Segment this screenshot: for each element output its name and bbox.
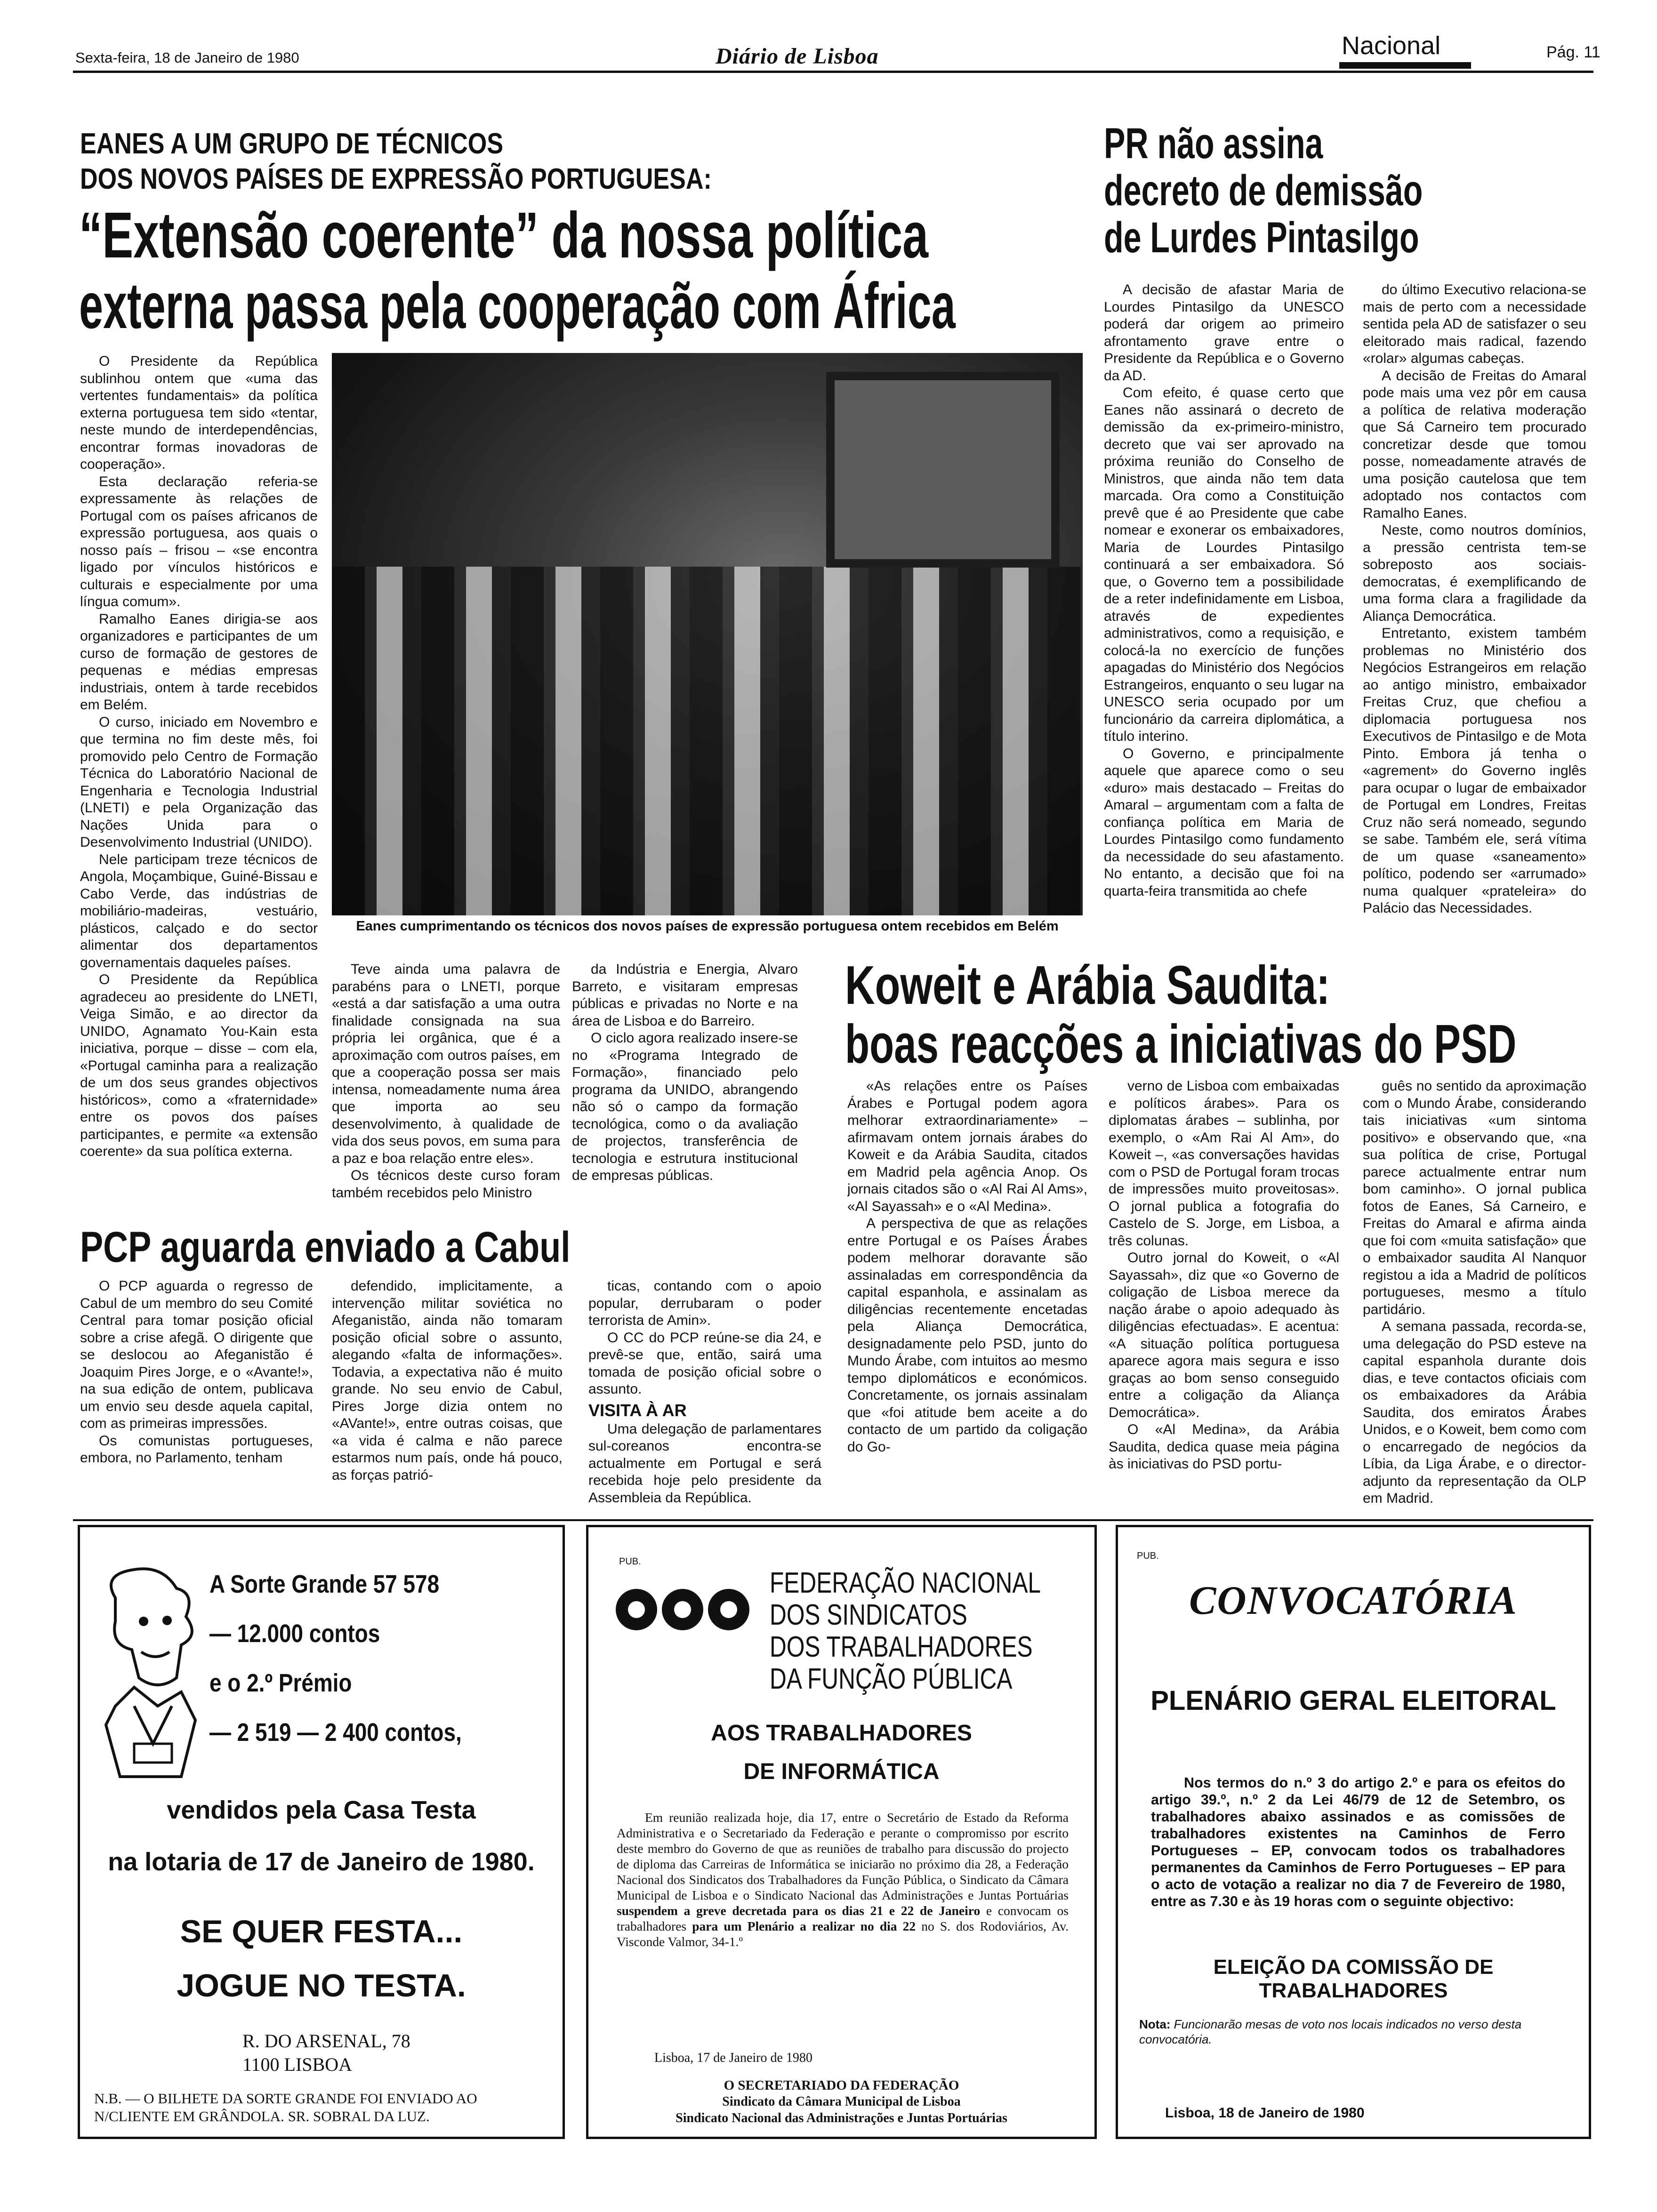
union-logo-icon (612, 1583, 753, 1637)
pr-headline-1: PR não assina (1104, 120, 1323, 168)
pcp-column-1 (80, 1278, 313, 1511)
eanes-photo (332, 353, 1083, 915)
ads-separator (73, 1519, 1593, 1521)
pcp-subhead: VISITA À AR (588, 1400, 687, 1420)
page-number: Pág. 11 (1546, 43, 1601, 61)
sorte-address-1: R. DO ARSENAL, 78 (242, 2030, 410, 2052)
eanes-photo-caption: Eanes cumprimentando os técnicos dos novos países de expressão portuguesa ontem recebidos em Belém (356, 919, 1059, 934)
paragraph: Uma delegação de parlamentares sul-coreanos encontra-se actualmente em Portugal e será recebida hoje pelo presidente da Assembleia da República. (588, 1421, 821, 1506)
koweit-headline-1: Koweit e Arábia Saudita: (845, 954, 1330, 1016)
paragraph: Outro jornal do Koweit, o «Al Sayassah», diz que «o Governo de coligação de Lisboa merece da nação árabe o apoio adequado às diligências efectuadas». E acentua: «A situação política portuguesa aparece agora mais segura e isso graças ao bom senso conseguido entre a coligação da Aliança Democrática». (1109, 1250, 1339, 1420)
pcp-headline: PCP aguarda enviado a Cabul (80, 1223, 571, 1271)
eanes-kicker-1: EANES A UM GRUPO DE TÉCNICOS (80, 128, 503, 160)
fed-body-text: e convocam os trabalhadores (617, 1903, 1069, 1933)
paragraph: O «Al Medina», da Arábia Saudita, dedica quase meia página às iniciativas do PSD portu- (1109, 1422, 1339, 1472)
sorte-line-6: na lotaria de 17 de Janeiro de 1980. (108, 1848, 535, 1876)
paragraph: ticas, contando com o apoio popular, derrubaram o poder terrorista de Amin». (588, 1278, 821, 1328)
paragraph: do último Executivo relaciona-se mais de perto com a necessidade sentida pela AD de satisfazer o seu eleitorado mais radical, fazendo «rolar» algumas cabeças. (1363, 282, 1586, 366)
conv-note (1139, 2017, 1572, 2047)
eanes-column-2 (332, 961, 560, 1225)
eanes-headline-2: externa passa pela cooperação com África (79, 270, 956, 342)
fed-body-text: Em reunião realizada hoje, dia 17, entre o Secretário de Estado da Reforma Administrativa e o Secretariado da Federação e perante o compromisso por escrito deste membro do Governo de que as reuniões de trabalho para discussão do projecto de diploma das Carreiras de Informática se iniciarão no próximo dia 28, a Federação Nacional dos Sindicatos dos Trabalhadores da Função Pública, o Sindicato da Câmara Municipal de Lisboa e o Sindicato Nacional das Administrações e Juntas Portuárias (617, 1810, 1069, 1902)
fed-sub-1: AOS TRABALHADORES (711, 1721, 972, 1746)
fed-title-3: DOS TRABALHADORES (770, 1631, 1033, 1663)
paragraph: O Presidente da República sublinhou ontem que «uma das vertentes fundamentais» da política externa portuguesa tem sido «tentar, neste mundo de interdependências, encontrar formas inovadoras de cooperação». (80, 353, 318, 472)
cartoon-vendor-illustration (87, 1565, 209, 1781)
eanes-kicker-2: DOS NOVOS PAÍSES DE EXPRESSÃO PORTUGUESA: (80, 163, 712, 195)
ad-sorte-grande (78, 1525, 565, 2139)
paragraph: verno de Lisboa com embaixadas e políticos árabes». Para os diplomatas árabes – sublinha, por exemplo, o «Am Rai Al Am», do Koweit –, «as conversações havidas com o PSD de Portugal foram trocas de impressões muito proveitosas». O jornal publica a fotografia do Castelo de S. Jorge, em Lisboa, a três colunas. (1109, 1078, 1339, 1249)
sorte-address-2: 1100 LISBOA (242, 2054, 352, 2075)
sorte-line-4: — 2 519 — 2 400 contos, (209, 1718, 462, 1747)
header-rule (73, 71, 1593, 73)
ad-convocatoria (1116, 1525, 1591, 2139)
ad-federacao (586, 1525, 1097, 2139)
photo-window (826, 372, 1060, 568)
paragraph: guês no sentido da aproximação com o Mundo Árabe, considerando tais iniciativas «um sintoma positivo» e observando que, «na sua política de crise, Portugal parece actualmente entrar num bom caminho». O jornal publica fotos de Eanes, Sá Carneiro, e Freitas do Amaral e afirma ainda que foi com «muita satisfação» que o embaixador saudita Al Nanquor registou a ida a Madrid de políticos portugueses, mesmo a título partidário. (1363, 1078, 1586, 1317)
paragraph: O CC do PCP reúne-se dia 24, e prevê-se que, então, sairá uma tomada de posição oficial sobre o assunto. (588, 1330, 821, 1397)
conv-subtitle: PLENÁRIO GERAL ELEITORAL (1150, 1685, 1556, 1716)
paragraph: Entretanto, existem também problemas no Ministério dos Negócios Estrangeiros em relação ao antigo ministro, embaixador Freitas Cruz, que chefiou a diplomacia portuguesa nos Executivos de Pintasilgo e de Mota Pinto. Embora já tenha o «agrement» do Governo inglês para ocupar o lugar de embaixador de Portugal em Londres, Freitas Cruz não será nomeado, segundo se sabe. Também ele, será vítima de um quase «saneamento» político, podendo ser «arrumado» numa qualquer «prateleira» do Palácio das Necessidades. (1363, 625, 1586, 916)
page-date: Sexta-feira, 18 de Janeiro de 1980 (75, 49, 299, 66)
paragraph: Teve ainda uma palavra de parabéns para o LNETI, porque «está a dar satisfação a uma outra finalidade consignada na sua própria lei orgânica, que é a aproximação com outros países, em que a cooperação possa ser mais intensa, nomeadamente numa área que importa ao seu desenvolvimento, à qualidade de vida dos seus povos, em suma para a paz e boa relação entre eles». (332, 962, 560, 1166)
paragraph: «As relações entre os Países Árabes e Portugal podem agora melhorar extraordinariamente» – afirmavam ontem jornais árabes do Koweit e da Arábia Saudita, citados em Madrid pela agência Anop. Os jornais citados são o «Al Rai Al Ams», «Al Sayassah» e o «Al Medina». (847, 1078, 1087, 1214)
conv-objective: ELEIÇÃO DA COMISSÃO DE TRABALHADORES (1213, 1956, 1494, 2002)
conv-note-label: Nota: (1139, 2017, 1171, 2031)
koweit-column-1 (847, 1078, 1087, 1508)
paragraph: O Presidente da República agradeceu ao presidente do LNETI, Veiga Simão, e ao director da UNIDO, Agnamato You-Kain esta iniciativa, porque – disse – com ela, «Portugal caminha para a realização de um dos seus grandes objectivos históricos», como a «fraternidade» entre os povos dos países participantes, e permite «a extensão coerente» da sua política externa. (80, 972, 318, 1159)
sorte-line-2: — 12.000 contos (209, 1619, 380, 1648)
paragraph: Esta declaração referia-se expressamente às relações de Portugal com os países africanos de expressão portuguesa, aos quais o nosso país – frisou – «se encontra ligado por vínculos históricos e culturais e especialmente por uma língua comum». (80, 473, 318, 609)
eanes-headline-1: “Extensão coerente” da nossa política (79, 199, 929, 272)
fed-title-1: FEDERAÇÃO NACIONAL (770, 1567, 1041, 1599)
photo-figures (332, 567, 1083, 915)
fed-body-bold: para um Plenário a realizar no dia 22 (692, 1919, 916, 1933)
section-name: Nacional (1342, 32, 1441, 60)
paragraph: A semana passada, recorda-se, uma delegação do PSD esteve na capital espanhola durante dois dias, e teve contactos oficiais com os embaixadores da Arábia Saudita, dos emiratos Árabes Unidos, e o Koweit, bem como com o encarregado de negócios da Líbia, da Liga Árabe, e o director-adjunto da representação da OLP em Madrid. (1363, 1319, 1586, 1506)
paragraph: Neste, como noutros domínios, a pressão centrista tem-se sobreposto aos sociais-democratas, é exemplificando de uma forma clara a fragilidade da Aliança Democrática. (1363, 522, 1586, 624)
conv-title: CONVOCATÓRIA (1189, 1578, 1518, 1623)
paragraph: A perspectiva de que as relações entre Portugal e os Países Árabes podem melhorar doravante são assinaladas em correspondência da capital espanhola, e assinalam as diligências recentemente encetadas pela Aliança Democrática, designadamente pelo PSD, junto do Mundo Árabe, com intuitos ao mesmo tempo diplomáticos e económicos. Concretamente, os jornais assinalam que «foi atitude bem aceite a do contacto de um partido da coligação do Go- (847, 1216, 1087, 1455)
sorte-line-3: e o 2.º Prémio (209, 1669, 352, 1697)
section-underline (1339, 62, 1471, 69)
paragraph: O ciclo agora realizado insere-se no «Programa Integrado de Formação», financiado pelo programa da UNIDO, abrangendo não só o campo da formação tecnológica, como o da avaliação de projectos, transferência de tecnologia e estrutura institucional de empresas públicas. (572, 1030, 798, 1183)
conv-pub-label: PUB. (1137, 1551, 1159, 1561)
pr-headline-2: decreto de demissão (1104, 167, 1423, 215)
koweit-column-2 (1109, 1078, 1339, 1508)
koweit-column-3 (1363, 1078, 1586, 1508)
pr-headline-3: de Lurdes Pintasilgo (1104, 214, 1419, 262)
sorte-note: N.B. — O BILHETE DA SORTE GRANDE FOI ENVIADO AO N/CLIENTE EM GRÂNDOLA. SR. SOBRAL DA LUZ. (94, 2090, 477, 2124)
paragraph: A decisão de afastar Maria de Lourdes Pintasilgo da UNESCO poderá dar origem ao primeiro afrontamento grave entre o Presidente da República e o Governo da AD. (1104, 282, 1344, 384)
pr-column-1 (1104, 281, 1344, 950)
conv-body: Nos termos do n.º 3 do artigo 2.º e para os efeitos do artigo 39.º, n.º 2 da Lei 46/79 de 12 de Setembro, os trabalhadores abaixo assinados e as comissões de trabalhadores existentes na Caminhos de Ferro Portugueses – EP, convocam todos os trabalhadores permanentes da Caminhos de Ferro Portugueses – EP para o acto de votação a realizar no dia 7 de Fevereiro de 1980, entre as 7.30 e às 19 horas com o seguinte objectivo: (1151, 1775, 1565, 1909)
koweit-headline-2: boas reacções a iniciativas do PSD (845, 1013, 1517, 1074)
fed-body-text: no S. dos Rodoviários, Av. Visconde Valmor, 34-1.º (617, 1919, 1069, 1949)
pr-column-2 (1363, 281, 1586, 950)
sorte-line-1: A Sorte Grande 57 578 (209, 1570, 440, 1598)
masthead: Diário de Lisboa (716, 44, 879, 69)
paragraph: O Governo, e principalmente aquele que aparece como o seu «duro» mais destacado – Freitas do Amaral – argumentam com a falta de confiança política em Maria de Lourdes Pintasilgo como fundamento da necessidade do seu afastamento. No entanto, a decisão que foi na quarta-feira transmitida ao chefe (1104, 745, 1344, 899)
eanes-column-3 (572, 961, 798, 1225)
paragraph: defendido, implicitamente, a intervenção militar soviética no Afeganistão, ainda não tomaram posição oficial sobre o assunto, alegando «falta de informações». Todavia, a expectativa não é muito grande. No seu envio de Cabul, Pires Jorge dizia ontem no «AVante!», entre outras coisas, que «a vida é calma e não parece estarmos num país, onde há pouco, as forças patrió- (332, 1278, 563, 1483)
sorte-slogan-2: JOGUE NO TESTA. (177, 1968, 466, 2004)
fed-title-4: DA FUNÇÃO PÚBLICA (770, 1663, 1013, 1695)
paragraph: Ramalho Eanes dirigia-se aos organizadores e participantes de um curso de formação de gestores de pequenas e médias empresas industriais, ontem à tarde recebidos em Belém. (80, 611, 318, 713)
fed-body (617, 1810, 1069, 1949)
eanes-column-1 (80, 353, 318, 1224)
paragraph: Com efeito, é quase certo que Eanes não assinará o decreto de demissão da ex-primeiro-ministro, decreto que vai ser aprovado na próxima reunião do Conselho de Ministros, que ainda não tem data marcada. Ora como a Constituição prevê que é ao Presidente que cabe nomear e exonerar os embaixadores, Maria de Lourdes Pintasilgo continuará a ser embaixadora. Só que, o Governo tem a possibilidade de a reter indefinidamente em Lisboa, através de expedientes administrativos, como a requisição, e colocá-la no exercício de funções apagadas do Ministério dos Negócios Estrangeiros, enquanto o seu lugar na UNESCO seria ocupado por um funcionário da carreira diplomática, a título interino. (1104, 385, 1344, 744)
paragraph: da Indústria e Energia, Alvaro Barreto, e visitaram empresas públicas e privadas no Norte e na área de Lisboa e do Barreiro. (572, 962, 798, 1029)
fed-sub-2: DE INFORMÁTICA (743, 1759, 940, 1784)
paragraph: O PCP aguarda o regresso de Cabul de um membro do seu Comité Central para tomar posição oficial sobre a crise afegã. O dirigente que se deslocou ao Afeganistão é Joaquim Pires Jorge, e o «Avante!», na sua edição de ontem, publicava um envio seu desde aquela capital, com as primeiras impressões. (80, 1278, 313, 1431)
conv-date: Lisboa, 18 de Janeiro de 1980 (1165, 2105, 1365, 2121)
fed-sign-3: Sindicato Nacional das Administrações e Juntas Portuárias (676, 2111, 1007, 2125)
fed-sign-2: Sindicato da Câmara Municipal de Lisboa (722, 2094, 961, 2109)
paragraph: Os comunistas portugueses, embora, no Parlamento, tenham (80, 1433, 313, 1466)
fed-sign-1: O SECRETARIADO DA FEDERAÇÃO (724, 2078, 959, 2093)
fed-date: Lisboa, 17 de Janeiro de 1980 (654, 2051, 812, 2065)
pcp-column-3 (588, 1278, 821, 1511)
fed-body-bold: suspendem a greve decretada para os dias 21 e 22 de Janeiro (617, 1903, 981, 1918)
paragraph: O curso, iniciado em Novembro e que termina no fim deste mês, foi promovido pelo Centro de Formação Técnica do Laboratório Nacional de Engenharia e Tecnologia Industrial (LNETI) e pela Organização das Nações Unida para o Desenvolvimento Industrial (UNIDO). (80, 714, 318, 850)
paragraph: A decisão de Freitas do Amaral pode mais uma vez pôr em causa a política de relativa moderação que Sá Carneiro tem procurado concretizar desde que tomou posse, nomeadamente através de uma posição cautelosa que tem adoptado nos contactos com Ramalho Eanes. (1363, 368, 1586, 521)
pcp-column-2 (332, 1278, 563, 1511)
conv-note-text: Funcionarão mesas de voto nos locais indicados no verso desta convocatória. (1139, 2017, 1522, 2046)
fed-pub-label: PUB. (619, 1556, 641, 1567)
paragraph: Nele participam treze técnicos de Angola, Moçambique, Guiné-Bissau e Cabo Verde, das indústrias de mobiliário-madeiras, vestuário, plásticos, calçado e do sector alimentar dos departamentos governamentais daqueles países. (80, 851, 318, 970)
paragraph: Os técnicos deste curso foram também recebidos pelo Ministro (332, 1168, 560, 1201)
fed-title-2: DOS SINDICATOS (770, 1599, 967, 1631)
sorte-slogan-1: SE QUER FESTA... (180, 1914, 463, 1949)
sorte-line-5: vendidos pela Casa Testa (167, 1796, 476, 1824)
